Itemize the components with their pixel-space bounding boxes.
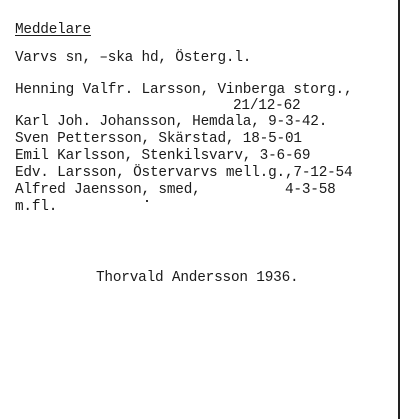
primary-informant-date: 21/12-62	[233, 98, 301, 114]
parish-line: Varvs sn, –ska hd, Österg.l.	[15, 50, 252, 66]
collector-signature: Thorvald Andersson 1936.	[96, 270, 299, 286]
informant-entry: Edv. Larsson, Östervarvs mell.g.,7-12-54	[15, 165, 353, 181]
primary-informant: Henning Valfr. Larsson, Vinberga storg.,	[15, 82, 353, 98]
informant-entry: Alfred Jaensson, smed, 4-3-58	[15, 182, 336, 198]
informant-entry: Karl Joh. Johansson, Hemdala, 9-3-42.	[15, 114, 328, 130]
informant-list	[15, 114, 352, 216]
informant-entry: Sven Pettersson, Skärstad, 18-5-01	[15, 131, 302, 147]
informant-entry: Emil Karlsson, Stenkilsvarv, 3-6-69	[15, 148, 311, 164]
ink-dot	[146, 200, 148, 202]
card-heading: Meddelare	[15, 22, 91, 38]
informant-entry: m.fl.	[15, 199, 58, 215]
